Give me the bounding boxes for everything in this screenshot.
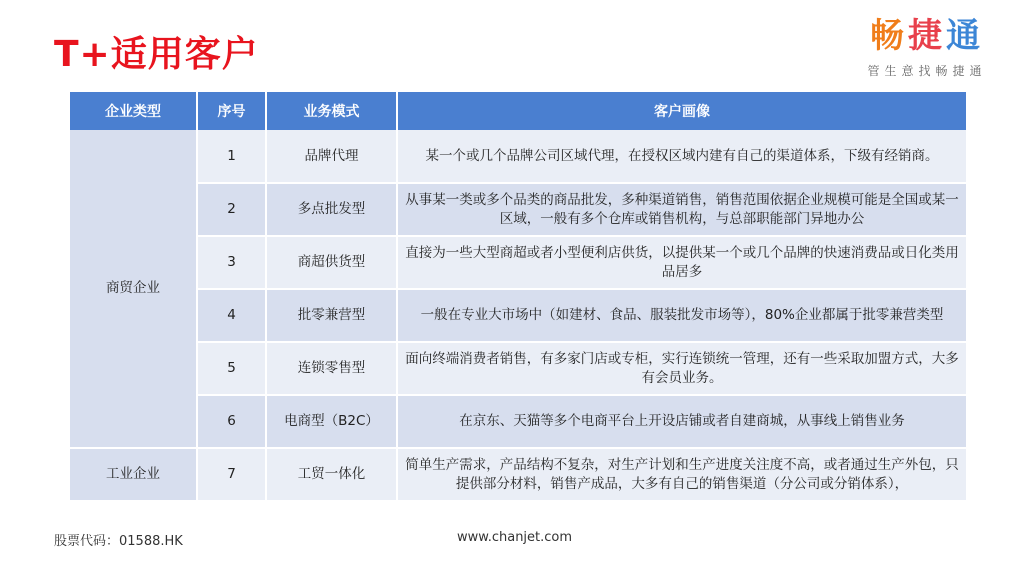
- logo-char-1: 畅: [870, 16, 908, 56]
- row-mode: 批零兼营型: [266, 289, 397, 342]
- row-profile: 一般在专业大市场中（如建材、食品、服装批发市场等），80%企业都属于批零兼营类型: [397, 289, 966, 342]
- page-title: T+适用客户: [54, 34, 259, 75]
- row-number: 7: [197, 448, 266, 501]
- category-industry: 工业企业: [70, 448, 197, 501]
- stock-code: 股票代码：01588.HK: [54, 534, 183, 549]
- table-header-row: [70, 92, 966, 130]
- table-row: [70, 395, 966, 448]
- row-number: 6: [197, 395, 266, 448]
- row-number: 1: [197, 130, 266, 183]
- category-trade: 商贸企业: [70, 130, 197, 448]
- row-number: 2: [197, 183, 266, 236]
- row-mode: 工贸一体化: [266, 448, 397, 501]
- row-mode: 连锁零售型: [266, 342, 397, 395]
- row-number: 3: [197, 236, 266, 289]
- row-profile: 面向终端消费者销售，有多家门店或专柜，实行连锁统一管理，还有一些采取加盟方式，大多有会员业务。: [397, 342, 966, 395]
- logo-tagline: 管生意找畅捷通: [867, 64, 987, 78]
- row-mode: 多点批发型: [266, 183, 397, 236]
- brand-logo: [852, 14, 1002, 79]
- row-number: 5: [197, 342, 266, 395]
- row-profile: 在京东、天猫等多个电商平台上开设店铺或者自建商城，从事线上销售业务: [397, 395, 966, 448]
- logo-char-2: 捷: [908, 16, 946, 56]
- table-row: [70, 130, 966, 183]
- table-row: [70, 236, 966, 289]
- row-mode: 品牌代理: [266, 130, 397, 183]
- row-number: 4: [197, 289, 266, 342]
- table-row: [70, 183, 966, 236]
- logo-char-3: 通: [946, 16, 984, 56]
- row-profile: 简单生产需求，产品结构不复杂，对生产计划和生产进度关注度不高，或者通过生产外包，只提供部分材料，销售产成品，大多有自己的销售渠道（分公司或分销体系），: [397, 448, 966, 501]
- row-profile: 某一个或几个品牌公司区域代理，在授权区域内建有自己的渠道体系，下级有经销商。: [397, 130, 966, 183]
- row-mode: 电商型（B2C）: [266, 395, 397, 448]
- row-mode: 商超供货型: [266, 236, 397, 289]
- header-number: 序号: [197, 92, 266, 130]
- row-profile: 从事某一类或多个品类的商品批发，多种渠道销售，销售范围依据企业规模可能是全国或某一区域，一般有多个仓库或销售机构，与总部职能部门异地办公: [397, 183, 966, 236]
- row-profile: 直接为一些大型商超或者小型便利店供货，以提供某一个或几个品牌的快速消费品或日化类用品居多: [397, 236, 966, 289]
- table-row: [70, 448, 966, 501]
- header-business-mode: 业务模式: [266, 92, 397, 130]
- website-url: www.chanjet.com: [457, 530, 573, 545]
- header-company-type: 企业类型: [70, 92, 197, 130]
- customer-table: [70, 92, 966, 502]
- table-row: [70, 342, 966, 395]
- logo-wordmark: [852, 14, 1002, 58]
- header-customer-profile: 客户画像: [397, 92, 966, 130]
- table-row: [70, 289, 966, 342]
